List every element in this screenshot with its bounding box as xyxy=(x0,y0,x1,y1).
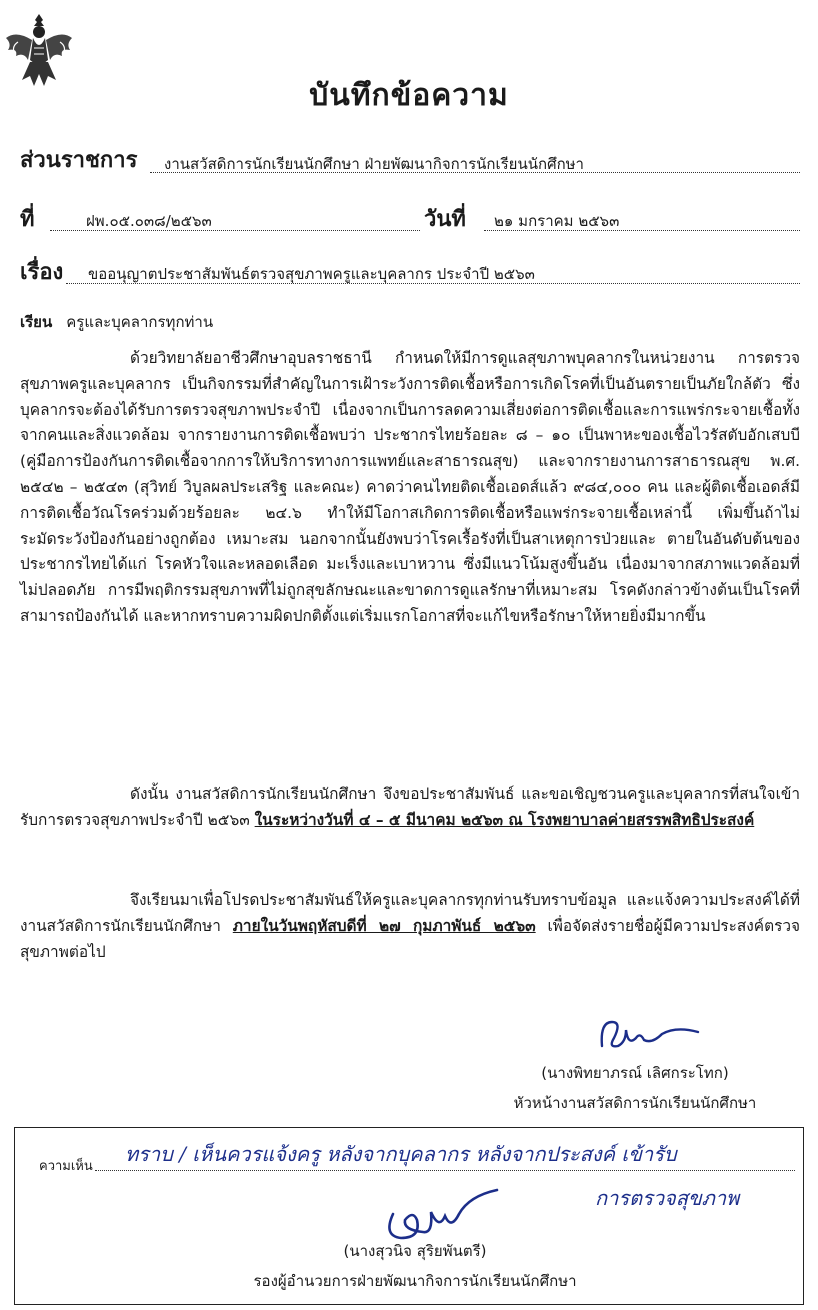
salutation-label: เรียน xyxy=(20,313,53,331)
paragraph-3 xyxy=(20,888,800,965)
signer-name: (นางพิทยาภรณ์ เลิศกระโทก) xyxy=(541,1064,729,1082)
paragraph-3-text-before: จึงเรียนมาเพื่อโปรดประชาสัมพันธ์ให้ครูและบุคลากรทุกท่านรับทราบข้อมูล และแจ้งความประสงค์ได้ที่งานสวัสดิการนักเรียนนักศึกษา xyxy=(20,891,800,935)
signature-2-block xyxy=(205,1236,625,1296)
date-value: ๒๑ มกราคม ๒๕๖๓ xyxy=(494,212,620,230)
paragraph-3-emphasis: ภายในวันพฤหัสบดีที่ ๒๗ กุมภาพันธ์ ๒๕๖๓ xyxy=(232,916,536,935)
paragraph-2-emphasis: ในระหว่างวันที่ ๔ – ๕ มีนาคม ๒๕๖๓ ณ โรงพยาบาลค่ายสรรพสิทธิประสงค์ xyxy=(254,810,755,829)
ref-label: ที่ xyxy=(20,207,35,232)
ref-value: ฝพ.๐๕.๐๓๘/๒๕๖๓ xyxy=(86,212,212,230)
signature-1-handwritten xyxy=(592,1012,702,1056)
opinion-box xyxy=(14,1127,804,1305)
subject-label: เรื่อง xyxy=(20,260,64,285)
opinion-dotted-line xyxy=(95,1170,795,1171)
paragraph-3-text-after: เพื่อจัดส่งรายชื่อผู้มีความประสงค์ตรวจสุขภาพต่อไป xyxy=(20,916,800,961)
memo-title: บันทึกข้อความ xyxy=(309,78,509,113)
opinion-label: ความเห็น xyxy=(39,1159,93,1174)
paragraph-1: ด้วยวิทยาลัยอาชีวศึกษาอุบลราชธานี กำหนดให้มีการดูแลสุขภาพบุคลากรในหน่วยงาน การตรวจสุขภาพครูและบุคลากร เป็นกิจกรรมที่สำคัญในการเฝ้าระวังการติดเชื้อหรือการเกิดโรคที่เป็นอันตรายเป็นภัยใกล้ตัว ซึ่งบุคลากรจะต้องได้รับการตรวจสุขภาพประจำปี เนื่องจากเป็นการลดความเสี่ยงต่อการติดเชื้อและการแพร่กระจายเชื้อทั้งจากคนและสิ่งแวดล้อม จากรายงานการติดเชื้อพบว่า ประชากรไทยร้อยละ ๘ – ๑๐ เป็นพาหะของเชื้อไวรัสตับอักเสบบี (คู่มือการป้องกันการติดเชื้อจากการให้บริการทางการแพทย์และสาธารณสุข) และจากรายงานการสาธารณสุข พ.ศ. ๒๕๔๒ – ๒๕๔๓ (สุวิทย์ วิบูลผลประเสริฐ และคณะ) คาดว่าคนไทยติดเชื้อเอดส์แล้ว ๙๘๔,๐๐๐ คน และผู้ติดเชื้อเอดส์มีการติดเชื้อวัณโรคร่วมด้วยร้อยละ ๒๔.๖ ทำให้มีโอกาสเกิดการติดเชื้อหรือแพร่กระจายเชื้อเหล่านี้ เพิ่มขึ้นถ้าไม่ระมัดระวังป้องกันอย่างถูกต้อง เหมาะสม นอกจากนั้นยังพบว่าโรคเรื้อรังที่เป็นสาเหตุการป่วยและ ตายในอันดับต้นของประชากรไทยได้แก่ โรคหัวใจและหลอดเลือด มะเร็งและเบาหวาน ซึ่งมีแนวโน้มสูงขึ้นอัน เนื่องมาจากสภาพแวดล้อมที่ไม่ปลอดภัย การมีพฤติกรรมสุขภาพที่ไม่ถูกสุขลักษณะและขาดการดูแลรักษาที่เหมาะสม โรคดังกล่าวข้างต้นเป็นโรคที่สามารถป้องกันได้ และหากทราบความผิดปกติตั้งแต่เริ่มแรกโอกาสที่จะแก้ไขหรือรักษาให้หายยิ่งมีมากขึ้น xyxy=(20,349,800,625)
signer-position: หัวหน้างานสวัสดิการนักเรียนนักศึกษา xyxy=(513,1094,757,1112)
opinion-handwritten-line-1: ทราบ / เห็นควรแจ้งครู หลังจากบุคลากร หลังจากประสงค์ เข้ารับ xyxy=(125,1142,677,1166)
paragraph-2-text: ดังนั้น งานสวัสดิการนักเรียนนักศึกษา จึงขอประชาสัมพันธ์ และขอเชิญชวนครูและบุคลากรที่สนใจเข้ารับการตรวจสุขภาพประจำปี ๒๕๖๓ xyxy=(20,785,800,829)
opinion-signer-name: (นางสุวนิจ สุริยพันตรี) xyxy=(343,1242,487,1260)
date-label: วันที่ xyxy=(424,207,466,232)
paragraph-2 xyxy=(20,782,800,834)
salutation-value: ครูและบุคลากรทุกท่าน xyxy=(66,313,214,331)
salutation xyxy=(20,310,213,334)
opinion-handwritten-line-2: การตรวจสุขภาพ xyxy=(595,1186,740,1210)
agency-value: งานสวัสดิการนักเรียนนักศึกษา ฝ่ายพัฒนากิจการนักเรียนนักศึกษา xyxy=(164,155,584,173)
opinion-signer-position: รองผู้อำนวยการฝ่ายพัฒนากิจการนักเรียนนักศึกษา xyxy=(253,1272,577,1290)
signature-1-block xyxy=(500,1058,770,1118)
subject-value: ขออนุญาตประชาสัมพันธ์ตรวจสุขภาพครูและบุคลากร ประจำปี ๒๕๖๓ xyxy=(88,265,535,283)
agency-label: ส่วนราชการ xyxy=(20,148,138,173)
